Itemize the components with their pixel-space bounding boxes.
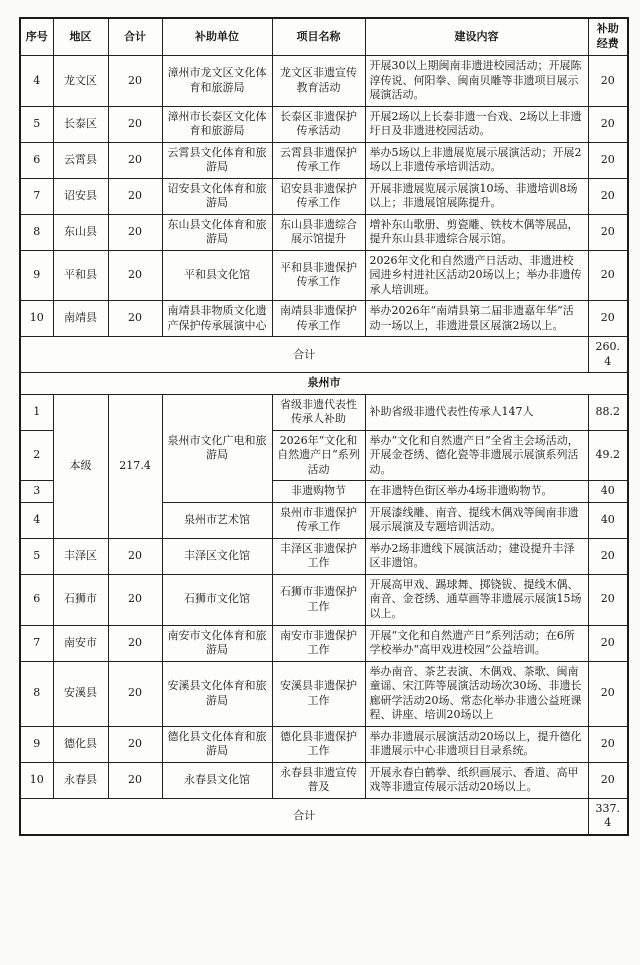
cell-fund: 20 [588, 538, 628, 574]
cell-project: 丰泽区非遗保护工作 [272, 538, 365, 574]
table-row [20, 56, 628, 107]
cell-project: 云霄县非遗保护传承工作 [272, 142, 365, 178]
subtotal-row-quanzhou [20, 798, 628, 835]
header-region: 地区 [53, 18, 108, 56]
cell-content: 补助省级非遗代表性传承人147人 [365, 394, 588, 430]
cell-total: 20 [108, 142, 162, 178]
subtotal-label: 合计 [20, 798, 588, 835]
table-row [20, 726, 628, 762]
cell-unit: 南安市文化体育和旅游局 [162, 625, 272, 661]
cell-project: 长泰区非遗保护传承活动 [272, 106, 365, 142]
cell-project: 2026年“文化和自然遗产日”系列活动 [272, 430, 365, 481]
cell-unit-merged: 泉州市文化广电和旅游局 [162, 394, 272, 502]
cell-project: 永春县非遗宣传普及 [272, 762, 365, 798]
cell-project: 非遗购物节 [272, 481, 365, 503]
cell-content: 2026年文化和自然遗产日活动、非遗进校园进乡村进社区活动20场以上；举办非遗传承人培训班。 [365, 250, 588, 301]
cell-fund: 20 [588, 574, 628, 625]
cell-unit: 丰泽区文化馆 [162, 538, 272, 574]
cell-seq: 1 [20, 394, 53, 430]
cell-project: 龙文区非遗宣传教育活动 [272, 56, 365, 107]
cell-content: 在非遗特色街区举办4场非遗购物节。 [365, 481, 588, 503]
cell-unit: 泉州市艺术馆 [162, 502, 272, 538]
table-row [20, 762, 628, 798]
cell-region: 南靖县 [53, 301, 108, 337]
cell-content: 举办5场以上非遗展览展示展演活动；开展2场以上非遗传承培训活动。 [365, 142, 588, 178]
cell-seq: 9 [20, 726, 53, 762]
cell-seq: 8 [20, 214, 53, 250]
cell-total: 20 [108, 625, 162, 661]
cell-seq: 7 [20, 625, 53, 661]
cell-total: 20 [108, 56, 162, 107]
cell-seq: 3 [20, 481, 53, 503]
cell-fund: 20 [588, 661, 628, 726]
section-header-quanzhou [20, 373, 628, 395]
cell-fund: 40 [588, 502, 628, 538]
cell-seq: 7 [20, 178, 53, 214]
cell-unit: 漳州市长泰区文化体育和旅游局 [162, 106, 272, 142]
table-row [20, 661, 628, 726]
cell-seq: 4 [20, 502, 53, 538]
cell-fund: 20 [588, 250, 628, 301]
subtotal-label: 合计 [20, 337, 588, 373]
table-header-row [20, 18, 628, 56]
cell-fund: 20 [588, 142, 628, 178]
cell-content: 开展“文化和自然遗产日”系列活动；在6所学校举办“高甲戏进校园”公益培训。 [365, 625, 588, 661]
cell-seq: 8 [20, 661, 53, 726]
cell-total: 20 [108, 106, 162, 142]
cell-unit: 诏安县文化体育和旅游局 [162, 178, 272, 214]
cell-total: 20 [108, 726, 162, 762]
table-row [20, 106, 628, 142]
table-row [20, 625, 628, 661]
cell-seq: 2 [20, 430, 53, 481]
cell-unit: 安溪县文化体育和旅游局 [162, 661, 272, 726]
table-row [20, 574, 628, 625]
cell-total: 20 [108, 214, 162, 250]
cell-unit: 漳州市龙文区文化体育和旅游局 [162, 56, 272, 107]
cell-region: 长泰区 [53, 106, 108, 142]
cell-fund: 20 [588, 625, 628, 661]
cell-total: 20 [108, 762, 162, 798]
cell-region: 龙文区 [53, 56, 108, 107]
cell-fund: 88.2 [588, 394, 628, 430]
table-row [20, 538, 628, 574]
cell-total: 20 [108, 574, 162, 625]
cell-region: 平和县 [53, 250, 108, 301]
cell-content: 开展2场以上长泰非遗一台戏、2场以上非遗圩日及非遗进校园活动。 [365, 106, 588, 142]
cell-fund: 20 [588, 56, 628, 107]
cell-content: 开展漆线雕、南音、提线木偶戏等闽南非遗展示展演及专题培训活动。 [365, 502, 588, 538]
cell-project: 省级非遗代表性传承人补助 [272, 394, 365, 430]
cell-fund: 20 [588, 762, 628, 798]
cell-project: 泉州市非遗保护传承工作 [272, 502, 365, 538]
cell-content: 举办2场非遗线下展演活动；建设提升丰泽区非遗馆。 [365, 538, 588, 574]
cell-seq: 6 [20, 574, 53, 625]
cell-total-merged: 217.4 [108, 394, 162, 538]
table-row [20, 301, 628, 337]
cell-region: 诏安县 [53, 178, 108, 214]
table-row [20, 142, 628, 178]
cell-region: 东山县 [53, 214, 108, 250]
cell-content: 举办“文化和自然遗产日”全省主会场活动，开展金苍绣、德化瓷等非遗展示展演系列活动。 [365, 430, 588, 481]
cell-content: 举办2026年“南靖县第二届非遗嘉年华”活动一场以上，非遗进景区展演2场以上。 [365, 301, 588, 337]
cell-total: 20 [108, 538, 162, 574]
cell-region: 南安市 [53, 625, 108, 661]
cell-fund: 20 [588, 106, 628, 142]
header-seq: 序号 [20, 18, 53, 56]
cell-unit: 云霄县文化体育和旅游局 [162, 142, 272, 178]
cell-content: 举办非遗展示展演活动20场以上，提升德化非遗展示中心非遗项目目录系统。 [365, 726, 588, 762]
cell-region: 德化县 [53, 726, 108, 762]
cell-unit: 德化县文化体育和旅游局 [162, 726, 272, 762]
table-row [20, 178, 628, 214]
section-title-label: 泉州市 [20, 373, 628, 395]
cell-fund: 20 [588, 726, 628, 762]
subsidy-table [19, 17, 629, 836]
cell-seq: 4 [20, 56, 53, 107]
header-total: 合计 [108, 18, 162, 56]
cell-total: 20 [108, 661, 162, 726]
cell-total: 20 [108, 250, 162, 301]
cell-total: 20 [108, 178, 162, 214]
cell-project: 南安市非遗保护工作 [272, 625, 365, 661]
cell-unit: 石狮市文化馆 [162, 574, 272, 625]
cell-content: 增补东山歌册、剪瓷雕、铁枝木偶等展品，提升东山县非遗综合展示馆。 [365, 214, 588, 250]
cell-content: 开展永春白鹤拳、纸织画展示、香道、高甲戏等非遗宣传展示活动20场以上。 [365, 762, 588, 798]
header-fund: 补助经费 [588, 18, 628, 56]
cell-fund: 40 [588, 481, 628, 503]
cell-project: 石狮市非遗保护工作 [272, 574, 365, 625]
cell-region: 石狮市 [53, 574, 108, 625]
cell-project: 东山县非遗综合展示馆提升 [272, 214, 365, 250]
cell-content: 开展高甲戏、踢球舞、掷铙钹、提线木偶、南音、金苍绣、通草画等非遗展示展演15场以上。 [365, 574, 588, 625]
table-row [20, 214, 628, 250]
cell-total: 20 [108, 301, 162, 337]
cell-project: 德化县非遗保护工作 [272, 726, 365, 762]
cell-region: 永春县 [53, 762, 108, 798]
cell-fund: 20 [588, 214, 628, 250]
table-row [20, 250, 628, 301]
cell-seq: 5 [20, 106, 53, 142]
table-row [20, 394, 628, 430]
cell-project: 安溪县非遗保护工作 [272, 661, 365, 726]
cell-fund: 20 [588, 178, 628, 214]
cell-seq: 9 [20, 250, 53, 301]
header-project: 项目名称 [272, 18, 365, 56]
header-unit: 补助单位 [162, 18, 272, 56]
cell-region: 安溪县 [53, 661, 108, 726]
subtotal-value: 337.4 [588, 798, 628, 835]
cell-region-merged: 本级 [53, 394, 108, 538]
subtotal-row-zhangzhou [20, 337, 628, 373]
cell-unit: 南靖县非物质文化遗产保护传承展演中心 [162, 301, 272, 337]
cell-unit: 永春县文化馆 [162, 762, 272, 798]
header-content: 建设内容 [365, 18, 588, 56]
cell-project: 平和县非遗保护传承工作 [272, 250, 365, 301]
cell-project: 诏安县非遗保护传承工作 [272, 178, 365, 214]
cell-unit: 东山县文化体育和旅游局 [162, 214, 272, 250]
cell-project: 南靖县非遗保护传承工作 [272, 301, 365, 337]
cell-fund: 20 [588, 301, 628, 337]
cell-unit: 平和县文化馆 [162, 250, 272, 301]
cell-region: 丰泽区 [53, 538, 108, 574]
subtotal-value: 260.4 [588, 337, 628, 373]
cell-content: 举办南音、茶艺表演、木偶戏、茶歌、闽南童谣、宋江阵等展演活动场次30场、非遗长廊研学活动20场、常态化举办非遗公益班课程、讲座、培训20场以上 [365, 661, 588, 726]
cell-seq: 10 [20, 301, 53, 337]
cell-content: 开展非遗展览展示展演10场、非遗培训8场以上；非遗展馆展陈提升。 [365, 178, 588, 214]
cell-seq: 10 [20, 762, 53, 798]
cell-region: 云霄县 [53, 142, 108, 178]
cell-content: 开展30以上期闽南非遗进校园活动；开展陈淳传说、何阳拳、闽南贝雕等非遗项目展示展演活动。 [365, 56, 588, 107]
cell-seq: 6 [20, 142, 53, 178]
cell-seq: 5 [20, 538, 53, 574]
cell-fund: 49.2 [588, 430, 628, 481]
